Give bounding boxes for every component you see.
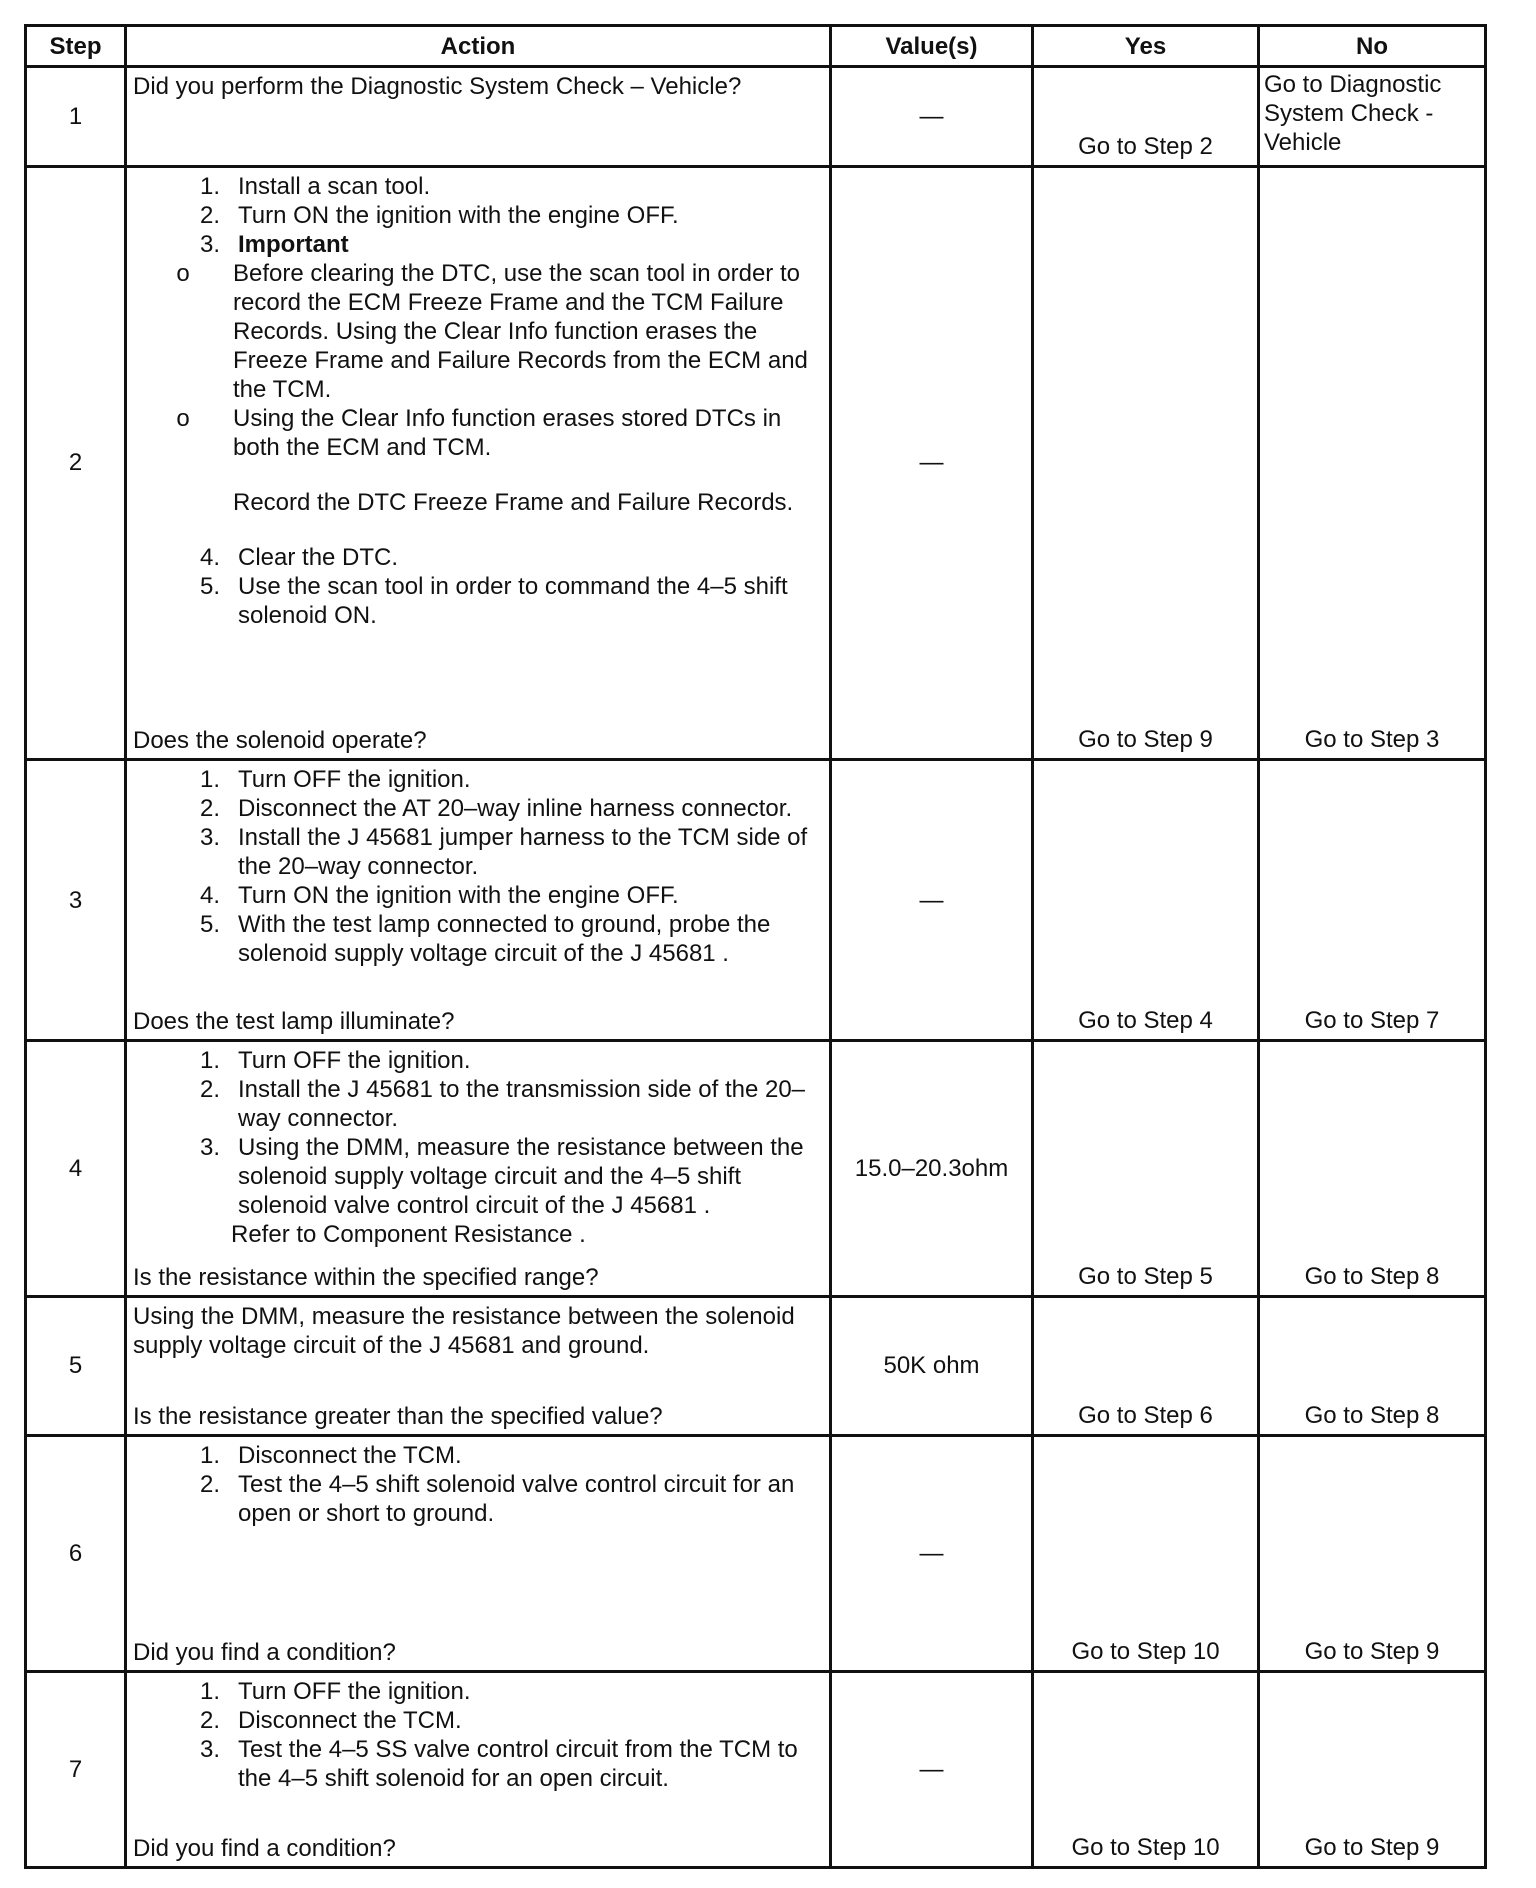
item-number: 1. <box>199 1677 220 1705</box>
step-number: 2 <box>26 166 126 759</box>
table-row <box>26 1435 1486 1671</box>
instruction-text: Use the scan tool in order to command the 4–5 shift solenoid ON. <box>238 572 788 629</box>
question-text: Is the resistance greater than the specified value? <box>133 1402 663 1430</box>
step-number: 4 <box>26 1041 126 1296</box>
instruction-text: Disconnect the TCM. <box>238 1441 462 1469</box>
header-yes: Yes <box>1033 26 1259 67</box>
value-cell: — <box>831 759 1033 1041</box>
table-row <box>26 1671 1486 1867</box>
no-cell: Go to Step 9 <box>1259 1671 1486 1867</box>
note-text: Refer to Component Resistance . <box>231 1221 586 1249</box>
instruction-text: Install the J 45681 to the transmission side of the 20–way connector. <box>238 1076 806 1133</box>
item-number: 1. <box>199 765 220 793</box>
item-number: 1. <box>199 1047 220 1075</box>
table-row <box>26 67 1486 167</box>
action-cell <box>126 1435 831 1671</box>
value-cell: — <box>831 67 1033 167</box>
step-number: 6 <box>26 1435 126 1671</box>
step-number: 7 <box>26 1671 126 1867</box>
instruction-text: Using the DMM, measure the resistance between the solenoid supply voltage circuit and the 4–5 shift solenoid valve control circuit of the J 45681 . <box>238 1134 804 1220</box>
diagnostic-table <box>24 24 1487 1869</box>
instruction-text: Test the 4–5 shift solenoid valve control circuit for an open or short to ground. <box>238 1470 795 1527</box>
bullet-marker: o <box>176 259 190 287</box>
note-text: Record the DTC Freeze Frame and Failure Records. <box>233 488 794 516</box>
action-cell <box>126 759 831 1041</box>
header-no: No <box>1259 26 1486 67</box>
yes-cell: Go to Step 10 <box>1033 1671 1259 1867</box>
header-step: Step <box>26 26 126 67</box>
instruction-text: Turn OFF the ignition. <box>238 1677 471 1705</box>
header-row <box>26 26 1486 67</box>
instruction-text: Disconnect the TCM. <box>238 1706 462 1734</box>
item-number: 3. <box>199 1134 220 1162</box>
yes-cell: Go to Step 9 <box>1033 166 1259 759</box>
instruction-text: Turn OFF the ignition. <box>238 765 471 793</box>
instruction-text: Turn ON the ignition with the engine OFF. <box>238 201 679 229</box>
yes-cell: Go to Step 10 <box>1033 1435 1259 1671</box>
instruction-text: Disconnect the AT 20–way inline harness connector. <box>238 794 793 822</box>
no-line: Vehicle <box>1264 129 1342 156</box>
item-number: 2. <box>199 1706 220 1734</box>
item-number: 3. <box>199 823 220 851</box>
question-text: Did you find a condition? <box>133 1638 396 1666</box>
step-number: 5 <box>26 1296 126 1435</box>
header-values: Value(s) <box>831 26 1033 67</box>
important-heading: Important <box>238 230 349 258</box>
value-cell: — <box>831 1435 1033 1671</box>
instruction-text: With the test lamp connected to ground, probe the solenoid supply voltage circuit of the J 45681 . <box>238 910 771 967</box>
item-number: 3. <box>199 1735 220 1763</box>
no-cell: Go to Step 8 <box>1259 1296 1486 1435</box>
instruction-text: Clear the DTC. <box>238 543 399 571</box>
item-number: 2. <box>199 201 220 229</box>
item-number: 1. <box>199 172 220 200</box>
item-number: 4. <box>199 543 220 571</box>
instruction-text: Turn ON the ignition with the engine OFF. <box>238 881 679 909</box>
instruction-text: Test the 4–5 SS valve control circuit from the TCM to the 4–5 shift solenoid for an open circuit. <box>238 1735 798 1792</box>
instruction-text: Install the J 45681 jumper harness to the TCM side of the 20–way connector. <box>238 823 808 880</box>
action-cell <box>126 1671 831 1867</box>
no-cell <box>1259 67 1486 167</box>
step-number: 1 <box>26 67 126 167</box>
bullet-marker: o <box>176 404 190 432</box>
value-cell: 15.0–20.3ohm <box>831 1041 1033 1296</box>
yes-cell: Go to Step 6 <box>1033 1296 1259 1435</box>
table-row <box>26 759 1486 1041</box>
value-cell: — <box>831 166 1033 759</box>
no-line: Go to Diagnostic <box>1264 71 1442 98</box>
action-cell <box>126 1296 831 1435</box>
question-text: Is the resistance within the specified range? <box>133 1263 599 1291</box>
no-cell: Go to Step 7 <box>1259 759 1486 1041</box>
table-row <box>26 166 1486 759</box>
question-text: Does the solenoid operate? <box>133 726 427 754</box>
value-cell: — <box>831 1671 1033 1867</box>
question-text: Did you perform the Diagnostic System Check – Vehicle? <box>133 73 742 100</box>
action-cell <box>126 1041 831 1296</box>
yes-cell: Go to Step 5 <box>1033 1041 1259 1296</box>
instruction-text: Using the DMM, measure the resistance between the solenoid supply voltage circuit of the J 45681 and ground. <box>133 1302 795 1359</box>
item-number: 5. <box>199 572 220 600</box>
no-cell: Go to Step 3 <box>1259 166 1486 759</box>
instruction-text: Install a scan tool. <box>238 172 431 200</box>
no-cell: Go to Step 8 <box>1259 1041 1486 1296</box>
item-number: 2. <box>199 794 220 822</box>
value-cell: 50K ohm <box>831 1296 1033 1435</box>
item-number: 3. <box>199 230 220 258</box>
table-row <box>26 1041 1486 1296</box>
item-number: 5. <box>199 910 220 938</box>
item-number: 2. <box>199 1076 220 1104</box>
question-text: Did you find a condition? <box>133 1835 396 1862</box>
question-text: Does the test lamp illuminate? <box>133 1008 455 1036</box>
header-action: Action <box>126 26 831 67</box>
instruction-text: Turn OFF the ignition. <box>238 1047 471 1075</box>
table-row <box>26 1296 1486 1435</box>
bullet-text: Using the Clear Info function erases stored DTCs in both the ECM and TCM. <box>233 404 782 461</box>
action-cell <box>126 166 831 759</box>
no-cell: Go to Step 9 <box>1259 1435 1486 1671</box>
action-cell <box>126 67 831 167</box>
bullet-text: Before clearing the DTC, use the scan tool in order to record the ECM Freeze Frame and the TCM Failure Records. Using the Clear Info function erases the Freeze Frame and Failure Records from the ECM and the TCM. <box>233 259 808 403</box>
item-number: 1. <box>199 1441 220 1469</box>
item-number: 2. <box>199 1470 220 1498</box>
yes-cell: Go to Step 4 <box>1033 759 1259 1041</box>
yes-cell: Go to Step 2 <box>1033 67 1259 167</box>
step-number: 3 <box>26 759 126 1041</box>
no-line: System Check - <box>1264 100 1434 127</box>
item-number: 4. <box>199 881 220 909</box>
